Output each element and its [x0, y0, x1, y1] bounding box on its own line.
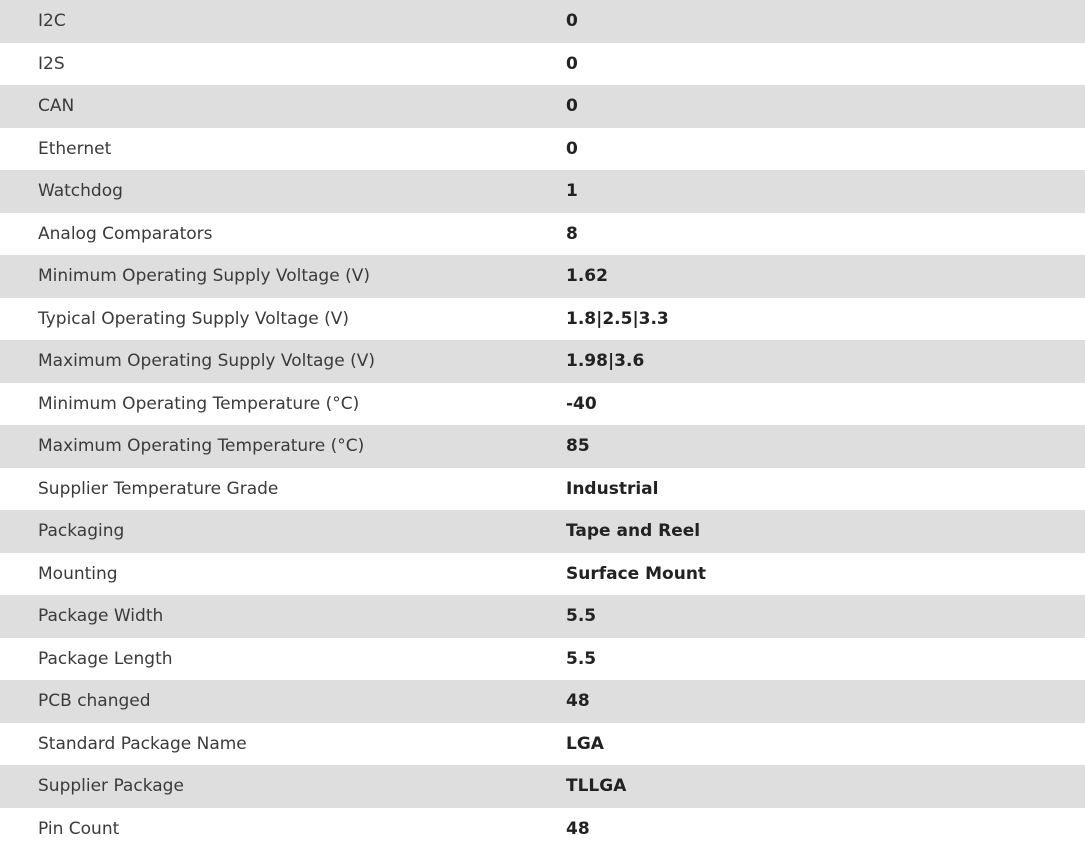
spec-value: 0 [566, 53, 578, 74]
spec-value: 1.62 [566, 266, 608, 287]
spec-label: Standard Package Name [38, 733, 247, 754]
spec-label: Package Length [38, 648, 173, 669]
spec-value: Surface Mount [566, 563, 707, 584]
spec-row-typical-supply-voltage [0, 298, 1085, 341]
spec-row-min-supply-voltage [0, 255, 1085, 298]
spec-row-package-length [0, 638, 1085, 681]
spec-label: Minimum Operating Supply Voltage (V) [38, 266, 370, 287]
spec-label: Ethernet [38, 138, 112, 159]
spec-value: 0 [566, 138, 578, 159]
spec-row-pin-count [0, 808, 1085, 846]
spec-value: 1.98|3.6 [566, 351, 645, 372]
spec-value: 8 [566, 223, 578, 244]
spec-label: Pin Count [38, 818, 120, 839]
spec-row-min-temperature [0, 383, 1085, 426]
spec-label: Minimum Operating Temperature (°C) [38, 393, 360, 414]
spec-row-i2c [0, 0, 1085, 43]
spec-value: 0 [566, 96, 578, 117]
spec-label: Mounting [38, 563, 118, 584]
spec-row-supplier-package [0, 765, 1085, 808]
spec-row-can [0, 85, 1085, 128]
spec-value: Tape and Reel [566, 521, 701, 542]
spec-label: I2S [38, 53, 65, 74]
spec-row-pcb-changed [0, 680, 1085, 723]
spec-value: TLLGA [566, 776, 627, 797]
spec-value: LGA [566, 733, 604, 754]
spec-label: PCB changed [38, 691, 151, 712]
spec-label: Maximum Operating Supply Voltage (V) [38, 351, 375, 372]
spec-row-analog-comparators [0, 213, 1085, 256]
spec-row-ethernet [0, 128, 1085, 171]
spec-row-watchdog [0, 170, 1085, 213]
spec-row-temperature-grade [0, 468, 1085, 511]
spec-label: Maximum Operating Temperature (°C) [38, 436, 365, 457]
spec-label: Supplier Temperature Grade [38, 478, 279, 499]
spec-value: -40 [566, 393, 597, 414]
spec-value: 0 [566, 11, 578, 32]
spec-label: Watchdog [38, 181, 123, 202]
spec-row-mounting [0, 553, 1085, 596]
spec-label: I2C [38, 11, 66, 32]
spec-value: 48 [566, 818, 590, 839]
spec-value: 1.8|2.5|3.3 [566, 308, 669, 329]
spec-label: Packaging [38, 521, 125, 542]
spec-label: Typical Operating Supply Voltage (V) [38, 308, 349, 329]
spec-label: Supplier Package [38, 776, 184, 797]
spec-value: 1 [566, 181, 578, 202]
spec-label: Package Width [38, 606, 164, 627]
spec-row-package-width [0, 595, 1085, 638]
spec-row-max-temperature [0, 425, 1085, 468]
spec-label: CAN [38, 96, 75, 117]
spec-row-standard-package-name [0, 723, 1085, 766]
spec-value: Industrial [566, 478, 659, 499]
spec-value: 5.5 [566, 648, 597, 669]
spec-label: Analog Comparators [38, 223, 213, 244]
spec-value: 48 [566, 691, 590, 712]
spec-row-i2s [0, 43, 1085, 86]
spec-value: 5.5 [566, 606, 597, 627]
spec-row-packaging [0, 510, 1085, 553]
spec-value: 85 [566, 436, 590, 457]
spec-row-max-supply-voltage [0, 340, 1085, 383]
